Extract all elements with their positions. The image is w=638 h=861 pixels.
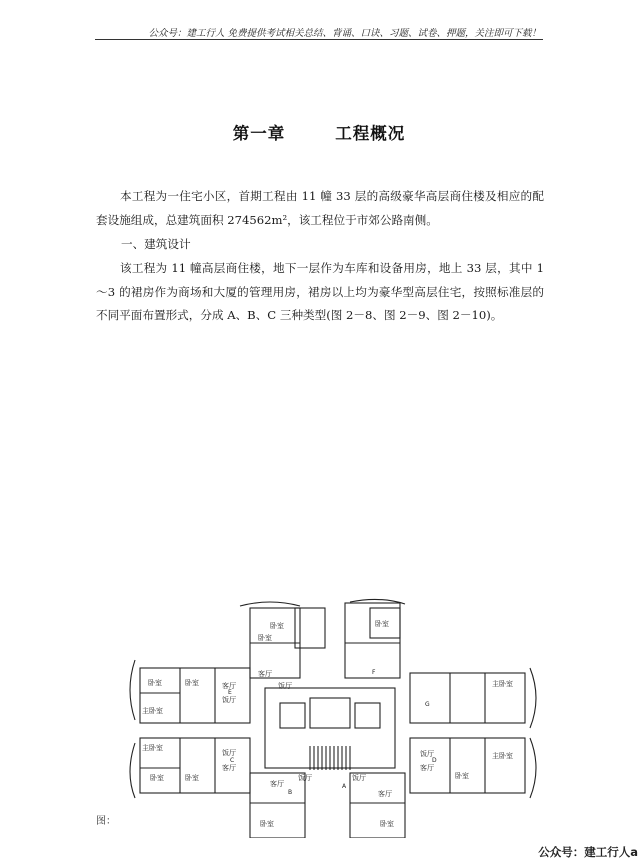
paragraph-overview: 本工程为一住宅小区，首期工程由 11 幢 33 层的高级豪华高层商住楼及相应的配套设施组成，总建筑面积 274562m²，该工程位于市郊公路南侧。 <box>96 189 544 227</box>
plan-label-master-left: 主卧室 <box>142 707 163 715</box>
chapter-heading <box>0 120 638 144</box>
chapter-title: 工程概况 <box>335 124 406 143</box>
plan-label-bedroom-left3: 卧室 <box>150 774 164 782</box>
plan-label-bedroom-bottom: 卧室 <box>260 820 274 828</box>
plan-label-bedroom-topright: 卧室 <box>375 620 389 628</box>
chapter-number: 第一章 <box>232 124 286 143</box>
plan-label-bedroom-top-2: 卧室 <box>258 634 272 642</box>
footer-watermark: 公众号：建工行人a <box>538 845 638 859</box>
plan-unit-b: B <box>288 789 293 796</box>
plan-label-bedroom-bottom2: 卧室 <box>380 820 394 828</box>
plan-unit-e: E <box>228 689 232 696</box>
plan-unit-c: C <box>230 757 235 764</box>
plan-label-dining-left: 饭厅 <box>222 696 236 704</box>
plan-unit-d: D <box>432 757 437 764</box>
plan-label-dining-bottom: 饭厅 <box>298 774 312 782</box>
section-heading-architecture: 一、建筑设计 <box>121 237 191 251</box>
plan-label-master-right: 主卧室 <box>492 680 513 688</box>
plan-label-bedroom-left1: 卧室 <box>148 679 162 687</box>
plan-label-bedroom-top: 卧室 <box>270 622 284 630</box>
header-banner: 公众号：建工行人 免费提供考试相关总结、背诵、口诀、习题、试卷、押题，关注即可下载！ <box>148 28 541 39</box>
plan-label-dining-left2: 饭厅 <box>222 749 236 757</box>
plan-label-living-left2: 客厅 <box>222 764 236 772</box>
plan-label-dining-bottom2: 饭厅 <box>352 774 366 782</box>
paragraph-architecture: 该工程为 11 幢高层商住楼，地下一层作为车库和设备用房，地上 33 层，其中 1～3 的裙房作为商场和大厦的管理用房，裙房以上均为豪华型高层住宅，按照标准层的不同平面布置形式，分成 A、B、C 三种类型(图 2－8、图 2－9、图 2－10)。 <box>96 261 544 322</box>
plan-label-dining-top: 饭厅 <box>278 682 292 690</box>
figure-caption-fragment: 图： <box>96 816 116 827</box>
plan-label-living-bottom2: 客厅 <box>378 790 392 798</box>
plan-label-bedroom-left4: 卧室 <box>185 774 199 782</box>
plan-label-master-left2: 主卧室 <box>142 744 163 752</box>
plan-label-dining-right: 饭厅 <box>420 750 434 758</box>
plan-label-bedroom-right: 卧室 <box>455 772 469 780</box>
header-divider <box>95 39 543 40</box>
floor-plan-figure <box>120 598 540 838</box>
plan-unit-g: G <box>425 701 430 708</box>
plan-unit-a: A <box>342 783 347 790</box>
plan-label-living-bottom: 客厅 <box>270 780 284 788</box>
plan-label-master-right2: 主卧室 <box>492 752 513 760</box>
plan-label-living-top: 客厅 <box>258 670 272 678</box>
plan-label-living-right: 客厅 <box>420 764 434 772</box>
plan-label-living-left: 客厅 <box>222 682 236 690</box>
plan-unit-f: F <box>372 669 376 676</box>
floor-plan-drawing <box>120 598 540 838</box>
plan-label-bedroom-left2: 卧室 <box>185 679 199 687</box>
